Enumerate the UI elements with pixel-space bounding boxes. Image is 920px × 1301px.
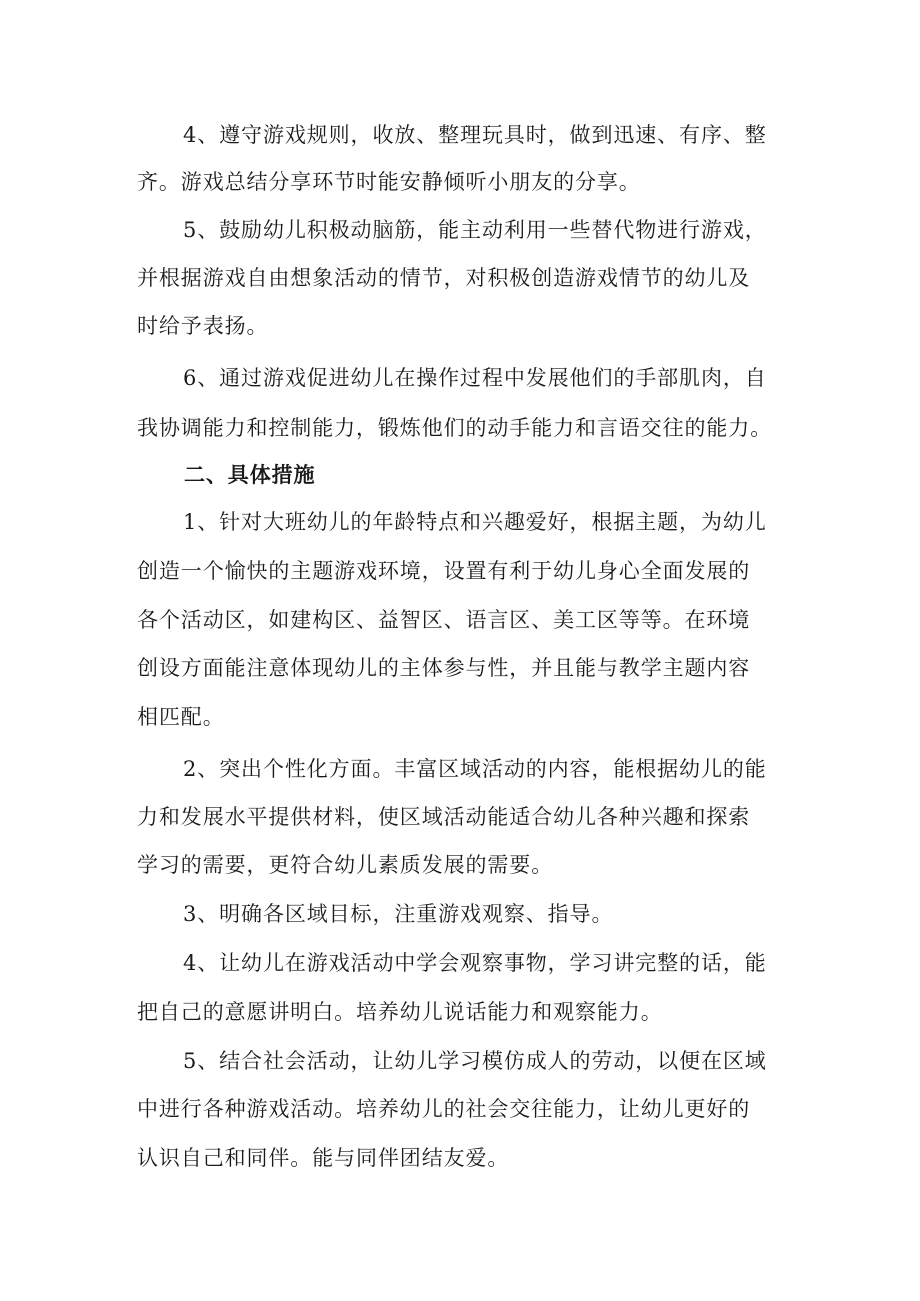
paragraph-line: 并根据游戏自由想象活动的情节，对积极创造游戏情节的幼儿及: [137, 266, 751, 290]
paragraph-line: 4、让幼儿在游戏活动中学会观察事物，学习讲完整的话，能: [183, 951, 767, 975]
paragraph-line: 时给予表扬。: [137, 314, 269, 338]
paragraph-line: 3、明确各区域目标，注重游戏观察、指导。: [183, 902, 614, 926]
paragraph-line: 中进行各种游戏活动。培养幼儿的社会交往能力，让幼儿更好的: [137, 1097, 751, 1121]
paragraph-line: 6、通过游戏促进幼儿在操作过程中发展他们的手部肌肉，自: [183, 366, 767, 390]
paragraph-line: 齐。游戏总结分享环节时能安静倾听小朋友的分享。: [137, 170, 641, 194]
paragraph-line: 相匹配。: [137, 705, 225, 729]
paragraph-line: 学习的需要，更符合幼儿素质发展的需要。: [137, 853, 554, 877]
paragraph-line: 各个活动区，如建构区、益智区、语言区、美工区等等。在环境: [137, 608, 751, 632]
paragraph-line: 2、突出个性化方面。丰富区域活动的内容，能根据幼儿的能: [183, 757, 767, 781]
paragraph-line: 创设方面能注意体现幼儿的主体参与性，并且能与教学主题内容: [137, 656, 751, 680]
paragraph-line: 4、遵守游戏规则，收放、整理玩具时，做到迅速、有序、整: [183, 123, 767, 147]
paragraph-line: 把自己的意愿讲明白。培养幼儿说话能力和观察能力。: [137, 1000, 663, 1024]
paragraph-line: 1、针对大班幼儿的年龄特点和兴趣爱好，根据主题，为幼儿: [183, 510, 767, 534]
paragraph-line: 我协调能力和控制能力，锻炼他们的动手能力和言语交往的能力。: [137, 416, 773, 440]
paragraph-line: 5、结合社会活动，让幼儿学习模仿成人的劳动，以便在区域: [183, 1049, 767, 1073]
paragraph-line: 5、鼓励幼儿积极动脑筋，能主动利用一些替代物进行游戏，: [183, 218, 767, 242]
paragraph-line: 创造一个愉快的主题游戏环境，设置有利于幼儿身心全面发展的: [137, 559, 751, 583]
section-heading: 二、具体措施: [184, 463, 316, 487]
paragraph-line: 认识自己和同伴。能与同伴团结友爱。: [137, 1146, 510, 1170]
paragraph-line: 力和发展水平提供材料，使区域活动能适合幼儿各种兴趣和探索: [137, 805, 751, 829]
